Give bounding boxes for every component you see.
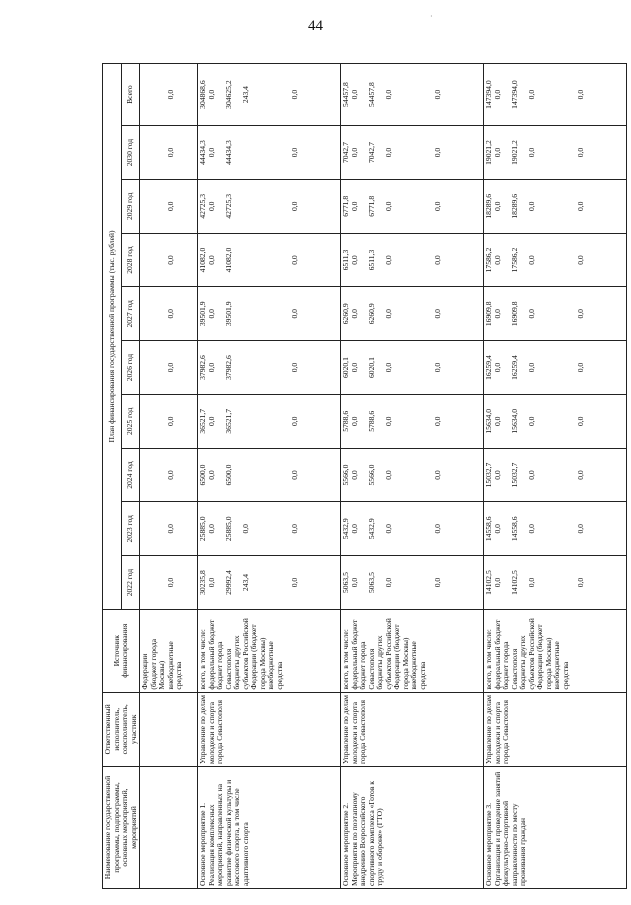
value: 0,0 bbox=[432, 362, 442, 373]
value bbox=[242, 451, 291, 500]
value-cell bbox=[341, 448, 484, 502]
value: 0,0 bbox=[349, 309, 359, 319]
value: 44434,3 bbox=[223, 140, 233, 165]
continuation-source bbox=[140, 609, 198, 692]
value: 36521,7 bbox=[198, 408, 208, 434]
value: 25885,0 bbox=[198, 516, 208, 542]
value: 0,0 bbox=[526, 147, 536, 158]
event-name: Основное мероприятие 1. Реализация комплексных мероприятий, направленных на развитие физической культуры и массового спорта, в том числе адаптивного спорта bbox=[198, 767, 341, 889]
event-responsible: Управление по делам молодежи и спорта города Севастополя bbox=[198, 692, 341, 766]
value-cell bbox=[341, 556, 484, 610]
value-cell bbox=[484, 448, 627, 502]
source-line: внебюджетные bbox=[165, 641, 175, 690]
source-label: федеральный бюджет bbox=[206, 619, 216, 690]
header-year: 2028 год bbox=[121, 233, 140, 287]
value-cell bbox=[198, 556, 341, 610]
value: 0,0 bbox=[492, 255, 502, 265]
source-line: Москвы) bbox=[157, 660, 166, 690]
value-cell bbox=[198, 233, 341, 287]
value: 0,0 bbox=[349, 201, 359, 212]
value: 0,0 bbox=[206, 147, 216, 158]
header-row-1 bbox=[103, 64, 122, 889]
value-cell bbox=[198, 64, 341, 126]
page-number: 44 bbox=[308, 18, 323, 34]
value: 0,0 bbox=[432, 470, 442, 480]
value: 6020,1 bbox=[341, 357, 351, 378]
value: 14558,6 bbox=[484, 516, 494, 542]
value: 243,4 bbox=[240, 86, 250, 104]
event-row bbox=[484, 64, 627, 889]
value: 29992,4 bbox=[223, 570, 233, 595]
value: 0,0 bbox=[206, 524, 216, 534]
value: 0,0 bbox=[526, 416, 536, 427]
value-cell bbox=[341, 64, 484, 126]
value: 0,0 bbox=[289, 416, 299, 427]
value: 15634,0 bbox=[484, 408, 494, 434]
value: 0,0 bbox=[289, 524, 299, 534]
value: 0,0 bbox=[492, 362, 502, 373]
value: 0,0 bbox=[432, 416, 442, 427]
value-cell: 0,0 bbox=[140, 394, 198, 448]
value: 19021,2 bbox=[509, 140, 519, 165]
value: 17586,2 bbox=[509, 247, 519, 273]
event-name: Основное мероприятие 2. Мероприятия по поэтапному внедрению Всероссийского спортивного комплекса «Готов к труду и обороне» (ГТО) bbox=[341, 767, 484, 889]
header-year: 2023 год bbox=[121, 502, 140, 556]
value: 0,0 bbox=[575, 309, 585, 319]
value: 5432,9 bbox=[341, 518, 351, 540]
value: 17586,2 bbox=[484, 247, 494, 273]
event-sources bbox=[198, 609, 341, 692]
value: 0,0 bbox=[206, 577, 216, 588]
value: 0,0 bbox=[349, 524, 359, 534]
value: 0,0 bbox=[383, 524, 393, 534]
source-line: (бюджет города bbox=[148, 639, 158, 690]
source-label: федеральный бюджет bbox=[349, 619, 359, 690]
value: 0,0 bbox=[289, 577, 299, 588]
value: 0,0 bbox=[349, 89, 359, 100]
value-cell bbox=[198, 448, 341, 502]
value: 0,0 bbox=[492, 309, 502, 319]
continuation-name bbox=[140, 767, 198, 889]
value-cell bbox=[341, 394, 484, 448]
value: 0,0 bbox=[206, 309, 216, 319]
value-cell: 0,0 bbox=[140, 287, 198, 341]
value-cell bbox=[341, 233, 484, 287]
value: 7042,7 bbox=[341, 142, 351, 163]
header-year: 2027 год bbox=[121, 287, 140, 341]
value: 39501,9 bbox=[198, 301, 208, 327]
value: 0,0 bbox=[289, 309, 299, 319]
value-cell: 0,0 bbox=[140, 179, 198, 233]
value: 15032,7 bbox=[509, 462, 519, 488]
header-plan: План финансирования государственной программы (тыс. рублей) bbox=[103, 64, 122, 610]
value: 0,0 bbox=[432, 524, 442, 534]
value: 0,0 bbox=[575, 147, 585, 158]
value: 0,0 bbox=[383, 577, 393, 588]
value: 0,0 bbox=[383, 255, 393, 265]
value: 14558,6 bbox=[509, 516, 519, 542]
value: 0,0 bbox=[289, 470, 299, 480]
value: 0,0 bbox=[432, 89, 442, 100]
value: 0,0 bbox=[240, 524, 250, 534]
value: 37982,6 bbox=[198, 355, 208, 380]
value: 0,0 bbox=[383, 470, 393, 480]
financing-table bbox=[102, 63, 627, 889]
event-name: Основное мероприятие 3. Организация и проведение занятий физкультурно-спортивной направленности по месту проживания граждан bbox=[484, 767, 627, 889]
source-label: внебюджетные средства bbox=[409, 641, 427, 690]
continuation-row bbox=[140, 64, 198, 889]
value: 37982,6 bbox=[223, 355, 233, 380]
value: 5788,6 bbox=[366, 410, 376, 432]
value: 0,0 bbox=[492, 89, 502, 100]
value-cell bbox=[341, 179, 484, 233]
value bbox=[242, 343, 291, 392]
source-line: средства bbox=[174, 661, 183, 690]
value-cell bbox=[341, 502, 484, 556]
value: 15032,7 bbox=[484, 462, 494, 488]
value: 0,0 bbox=[289, 89, 299, 100]
value: 6771,8 bbox=[341, 195, 351, 217]
value: 0,0 bbox=[289, 255, 299, 265]
value: 0,0 bbox=[526, 470, 536, 480]
value: 0,0 bbox=[289, 362, 299, 373]
value: 25885,0 bbox=[223, 516, 233, 542]
value: 6511,3 bbox=[341, 249, 351, 271]
value: 42725,3 bbox=[198, 193, 208, 219]
value: 0,0 bbox=[432, 577, 442, 588]
value: 0,0 bbox=[575, 577, 585, 588]
value: 0,0 bbox=[575, 255, 585, 265]
value: 0,0 bbox=[206, 201, 216, 212]
value-cell bbox=[198, 126, 341, 180]
value: 5566,0 bbox=[341, 464, 351, 486]
value: 0,0 bbox=[575, 416, 585, 427]
event-responsible: Управление по делам молодежи и спорта города Севастополя bbox=[341, 692, 484, 766]
value: 0,0 bbox=[206, 470, 216, 480]
value: 15634,0 bbox=[509, 408, 519, 434]
value-cell bbox=[484, 341, 627, 395]
value: 0,0 bbox=[383, 201, 393, 212]
value: 0,0 bbox=[432, 201, 442, 212]
header-year: 2025 год bbox=[121, 394, 140, 448]
value: 42725,3 bbox=[223, 193, 233, 219]
value: 54457,8 bbox=[366, 82, 376, 107]
value: 7042,7 bbox=[366, 142, 376, 163]
header-name: Наименование государственной программы, подпрограммы, основных мероприятий, мероприятий bbox=[103, 767, 140, 889]
value: 0,0 bbox=[526, 362, 536, 373]
value: 14102,5 bbox=[509, 570, 519, 595]
source-line: Федерации bbox=[140, 653, 149, 690]
value-cell: 0,0 bbox=[140, 64, 198, 126]
value: 0,0 bbox=[432, 309, 442, 319]
event-responsible: Управление по делам молодежи и спорта города Севастополя bbox=[484, 692, 627, 766]
value: 16259,4 bbox=[484, 355, 494, 380]
value: 5063,5 bbox=[366, 572, 376, 593]
value: 0,0 bbox=[432, 255, 442, 265]
value: 0,0 bbox=[349, 362, 359, 373]
value bbox=[242, 289, 291, 338]
value-cell bbox=[484, 126, 627, 180]
value: 41082,0 bbox=[223, 247, 233, 273]
value: 304868,6 bbox=[198, 80, 208, 109]
source-label: всего, в том числе: bbox=[341, 629, 351, 690]
value: 6020,1 bbox=[366, 357, 376, 378]
value-cell bbox=[484, 64, 627, 126]
value: 0,0 bbox=[575, 89, 585, 100]
value: 0,0 bbox=[575, 524, 585, 534]
value-cell bbox=[198, 179, 341, 233]
value: 0,0 bbox=[383, 362, 393, 373]
header-source: Источник финансирования bbox=[103, 609, 140, 692]
source-label: бюджет города Севастополя bbox=[358, 641, 376, 690]
value: 0,0 bbox=[526, 89, 536, 100]
event-row bbox=[341, 64, 484, 889]
value: 0,0 bbox=[575, 470, 585, 480]
value: 5566,0 bbox=[366, 464, 376, 486]
header-year: 2029 год bbox=[121, 179, 140, 233]
value-cell bbox=[341, 341, 484, 395]
value-cell bbox=[484, 556, 627, 610]
rotated-table-container bbox=[102, 63, 613, 889]
value-cell: 0,0 bbox=[140, 126, 198, 180]
value: 0,0 bbox=[206, 89, 216, 100]
source-label: всего, в том числе: bbox=[484, 629, 494, 690]
value-cell bbox=[484, 394, 627, 448]
value-cell bbox=[198, 394, 341, 448]
value: 18289,6 bbox=[484, 193, 494, 219]
value-cell: 0,0 bbox=[140, 448, 198, 502]
scan-speck: · bbox=[430, 12, 433, 21]
value: 5063,5 bbox=[341, 572, 351, 593]
value: 0,0 bbox=[289, 201, 299, 212]
value: 243,4 bbox=[240, 574, 250, 592]
value-cell: 0,0 bbox=[140, 233, 198, 287]
value: 0,0 bbox=[349, 255, 359, 265]
value: 0,0 bbox=[432, 147, 442, 158]
value: 0,0 bbox=[349, 416, 359, 427]
value: 19021,2 bbox=[484, 140, 494, 165]
value: 0,0 bbox=[349, 147, 359, 158]
rotated-table-area bbox=[102, 63, 613, 889]
value: 6260,9 bbox=[366, 303, 376, 325]
value: 0,0 bbox=[526, 524, 536, 534]
source-label: бюджеты других субъектов Российской Федерации (бюджет города Москвы) bbox=[518, 618, 553, 690]
value: 0,0 bbox=[492, 470, 502, 480]
value: 44434,3 bbox=[198, 140, 208, 165]
value: 0,0 bbox=[575, 362, 585, 373]
header-year: 2026 год bbox=[121, 341, 140, 395]
value: 0,0 bbox=[526, 309, 536, 319]
value-cell bbox=[198, 502, 341, 556]
source-label: бюджет города Севастополя bbox=[215, 641, 233, 690]
value: 14102,5 bbox=[484, 570, 494, 595]
value: 0,0 bbox=[526, 577, 536, 588]
event-row bbox=[198, 64, 341, 889]
value-cell bbox=[198, 341, 341, 395]
source-label: бюджеты других субъектов Российской Федерации (бюджет города Москвы) bbox=[375, 618, 410, 690]
value: 0,0 bbox=[289, 147, 299, 158]
value: 0,0 bbox=[349, 577, 359, 588]
value-cell bbox=[484, 287, 627, 341]
value: 39501,9 bbox=[223, 301, 233, 327]
header-year: 2030 год bbox=[121, 126, 140, 180]
value bbox=[242, 182, 291, 231]
header-year: 2024 год bbox=[121, 448, 140, 502]
value: 0,0 bbox=[383, 89, 393, 100]
value: 0,0 bbox=[206, 416, 216, 427]
value-cell bbox=[198, 287, 341, 341]
value: 16909,8 bbox=[509, 301, 519, 327]
source-label: всего, в том числе: bbox=[198, 629, 208, 690]
value: 41082,0 bbox=[198, 247, 208, 273]
header-year: 2022 год bbox=[121, 556, 140, 610]
value: 0,0 bbox=[206, 255, 216, 265]
value: 6500,0 bbox=[223, 464, 233, 486]
value: 6771,8 bbox=[366, 195, 376, 217]
value: 36521,7 bbox=[223, 408, 233, 434]
value: 5432,9 bbox=[366, 518, 376, 540]
value-cell: 0,0 bbox=[140, 341, 198, 395]
source-label: внебюджетные средства bbox=[552, 641, 570, 690]
header-responsible: Ответственный исполнитель, соисполнитель, участник bbox=[103, 692, 140, 766]
source-label: внебюджетные средства bbox=[266, 641, 284, 690]
value: 6260,9 bbox=[341, 303, 351, 325]
continuation-responsible bbox=[140, 692, 198, 766]
value-cell bbox=[484, 502, 627, 556]
value: 0,0 bbox=[492, 147, 502, 158]
value bbox=[242, 397, 291, 446]
value: 147394,0 bbox=[509, 80, 519, 109]
source-label: бюджеты других субъектов Российской Федерации (бюджет города Москвы) bbox=[232, 618, 267, 690]
event-sources bbox=[484, 609, 627, 692]
value: 0,0 bbox=[206, 362, 216, 373]
value: 30235,8 bbox=[198, 570, 208, 595]
value: 0,0 bbox=[575, 201, 585, 212]
value: 147394,0 bbox=[484, 80, 494, 109]
value: 0,0 bbox=[383, 309, 393, 319]
value: 5788,6 bbox=[341, 410, 351, 432]
value: 0,0 bbox=[383, 147, 393, 158]
value: 6500,0 bbox=[198, 464, 208, 486]
header-total: Всего bbox=[121, 64, 140, 126]
value: 16259,4 bbox=[509, 355, 519, 380]
source-label: бюджет города Севастополя bbox=[501, 641, 519, 690]
event-sources bbox=[341, 609, 484, 692]
value-cell: 0,0 bbox=[140, 556, 198, 610]
value: 0,0 bbox=[526, 201, 536, 212]
value: 0,0 bbox=[492, 201, 502, 212]
value: 0,0 bbox=[492, 577, 502, 588]
value-cell bbox=[341, 126, 484, 180]
value bbox=[242, 236, 291, 285]
value: 0,0 bbox=[492, 416, 502, 427]
value: 304625,2 bbox=[223, 80, 233, 109]
value-cell bbox=[341, 287, 484, 341]
value: 16909,8 bbox=[484, 301, 494, 327]
value-cell: 0,0 bbox=[140, 502, 198, 556]
value-cell bbox=[484, 233, 627, 287]
value bbox=[242, 128, 291, 177]
source-label: федеральный бюджет bbox=[492, 619, 502, 690]
value-cell bbox=[484, 179, 627, 233]
value: 0,0 bbox=[492, 524, 502, 534]
value: 0,0 bbox=[526, 255, 536, 265]
value: 54457,8 bbox=[341, 82, 351, 107]
value: 0,0 bbox=[349, 470, 359, 480]
value: 6511,3 bbox=[366, 249, 376, 271]
value: 18289,6 bbox=[509, 193, 519, 219]
value: 0,0 bbox=[383, 416, 393, 427]
